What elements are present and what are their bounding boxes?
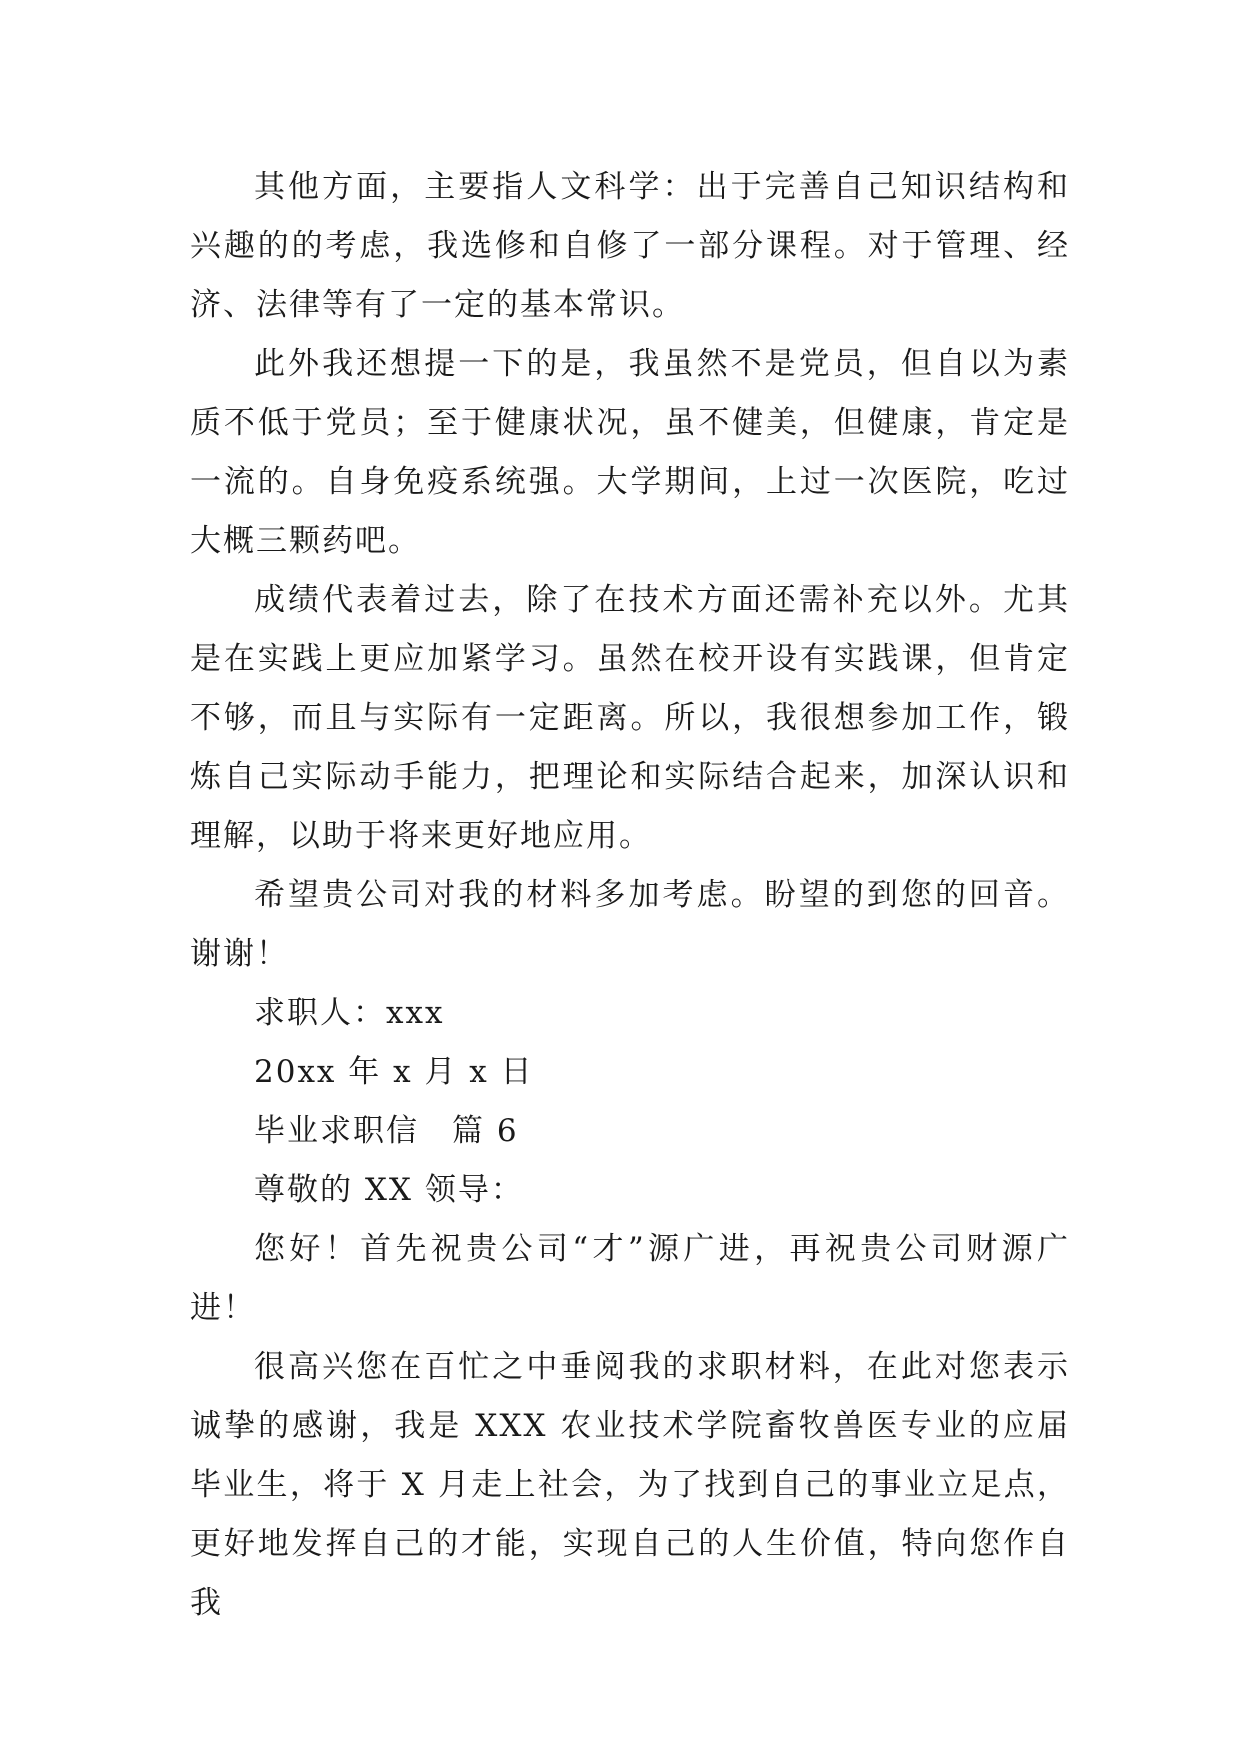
- letter-salutation: 尊敬的 XX 领导：: [254, 1172, 524, 1208]
- paragraph-introduction: 很高兴您在百忙之中垂阅我的求职材料，在此对您表示诚挚的感谢，我是 XXX 农业技术学院畜牧兽医专业的应届毕业生，将于 X 月走上社会，为了找到自己的事业立足点，更好地发挥自己的才能，实现自己的人生价值，特向您作自我: [190, 1349, 1070, 1621]
- paragraph-closing: 希望贵公司对我的材料多加考虑。盼望的到您的回音。谢谢！: [190, 877, 1070, 972]
- document-body: [190, 158, 1070, 1633]
- letter-date: 20xx 年 x 月 x 日: [254, 1054, 534, 1090]
- paragraph-greeting: 您好！首先祝贵公司“才”源广进，再祝贵公司财源广进！: [190, 1231, 1070, 1326]
- paragraph-practice: 成绩代表着过去，除了在技术方面还需补充以外。尤其是在实践上更应加紧学习。虽然在校开设有实践课，但肯定不够，而且与实际有一定距离。所以，我很想参加工作，锻炼自己实际动手能力，把理论和实际结合起来，加深认识和理解，以助于将来更好地应用。: [190, 582, 1070, 854]
- section-heading: 毕业求职信 篇 6: [254, 1113, 519, 1149]
- applicant-signature: 求职人：xxx: [254, 995, 445, 1031]
- paragraph-humanities: 其他方面，主要指人文科学：出于完善自己知识结构和兴趣的的考虑，我选修和自修了一部分课程。对于管理、经济、法律等有了一定的基本常识。: [190, 169, 1070, 323]
- paragraph-health: 此外我还想提一下的是，我虽然不是党员，但自以为素质不低于党员；至于健康状况，虽不健美，但健康，肯定是一流的。自身免疫系统强。大学期间，上过一次医院，吃过大概三颗药吧。: [190, 346, 1070, 559]
